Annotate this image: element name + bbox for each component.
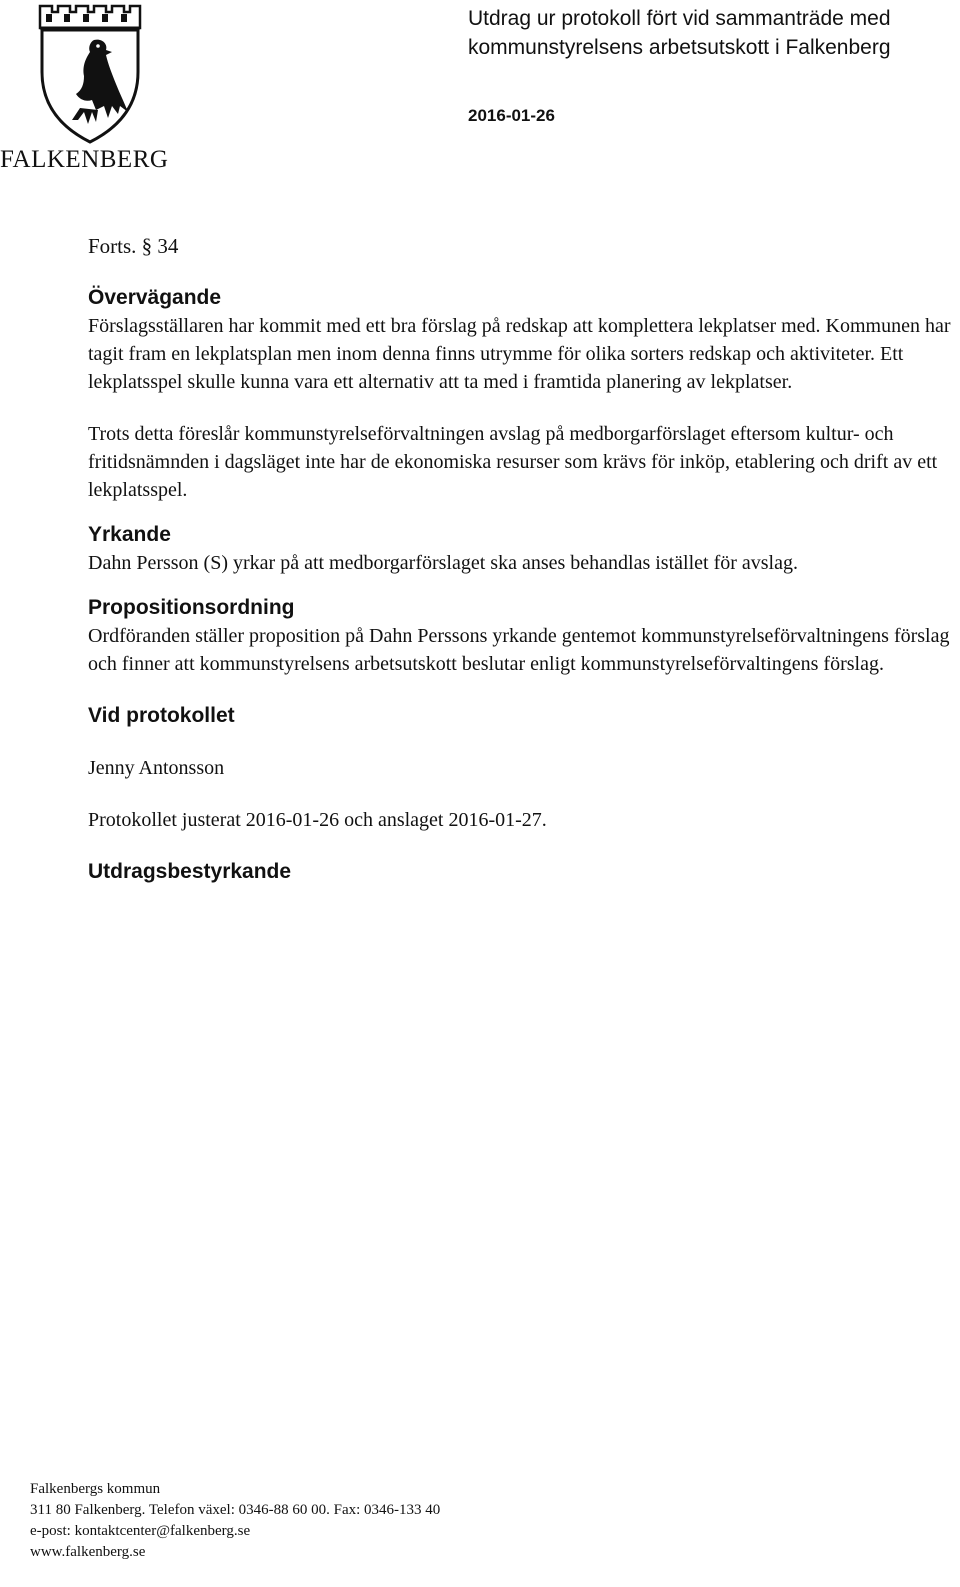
heading-yrkande: Yrkande bbox=[88, 523, 171, 546]
overvagande-paragraph-2: Trots detta föreslår kommunstyrelseförvaltningen avslag på medborgarförslaget eftersom kultur- och fritidsnämnden i dagsläget inte har de ekonomiska resurser som krävs för inköp, etablering och drift av ett lekplatsspel. bbox=[88, 423, 938, 501]
yrkande-text: Dahn Persson (S) yrkar på att medborgarförslaget ska anses behandlas istället för avslag. bbox=[88, 552, 798, 574]
protokoll-justering: Protokollet justerat 2016-01-26 och anslaget 2016-01-27. bbox=[88, 809, 547, 831]
falkenberg-crest-logo bbox=[36, 2, 144, 144]
header-title-line2: kommunstyrelsens arbetsutskott i Falkenberg bbox=[468, 36, 891, 59]
header-title-line1: Utdrag ur protokoll fört vid sammanträde med bbox=[468, 7, 891, 30]
document-header-title bbox=[468, 4, 891, 62]
logo-wordmark: FALKENBERG bbox=[0, 146, 169, 173]
footer-email[interactable]: e-post: kontaktcenter@falkenberg.se bbox=[30, 1523, 251, 1539]
footer-web[interactable]: www.falkenberg.se bbox=[30, 1544, 146, 1560]
propositionsordning-text: Ordföranden ställer proposition på Dahn Perssons yrkande gentemot kommunstyrelseförvaltningens förslag och finner att kommunstyrelsens arbetsutskott beslutar enligt kommunstyrelseförvaltingens förslag. bbox=[88, 625, 950, 675]
heading-vid-protokollet: Vid protokollet bbox=[88, 704, 235, 727]
footer-org: Falkenbergs kommun bbox=[30, 1481, 161, 1497]
protokoll-signer-name: Jenny Antonsson bbox=[88, 757, 225, 779]
header-date: 2016-01-26 bbox=[468, 106, 555, 125]
overvagande-paragraph-1: Förslagsställaren har kommit med ett bra förslag på redskap att komplettera lekplatser med. Kommunen har tagit fram en lekplatsplan men inom denna finns utrymme för olika sorters redskap och aktiviteter. Ett lekplatsspel skulle kunna vara ett alternativ att ta med i framtida planering av lekplatser. bbox=[88, 315, 951, 393]
section-continuation: Forts. § 34 bbox=[88, 234, 179, 258]
heading-overvagande: Övervägande bbox=[88, 286, 222, 309]
footer-address: 311 80 Falkenberg. Telefon växel: 0346-88 60 00. Fax: 0346-133 40 bbox=[30, 1502, 441, 1518]
document-footer bbox=[30, 1479, 440, 1563]
heading-propositionsordning: Propositionsordning bbox=[88, 596, 295, 619]
heading-utdragsbestyrkande: Utdragsbestyrkande bbox=[88, 860, 292, 883]
document-body bbox=[88, 232, 954, 886]
